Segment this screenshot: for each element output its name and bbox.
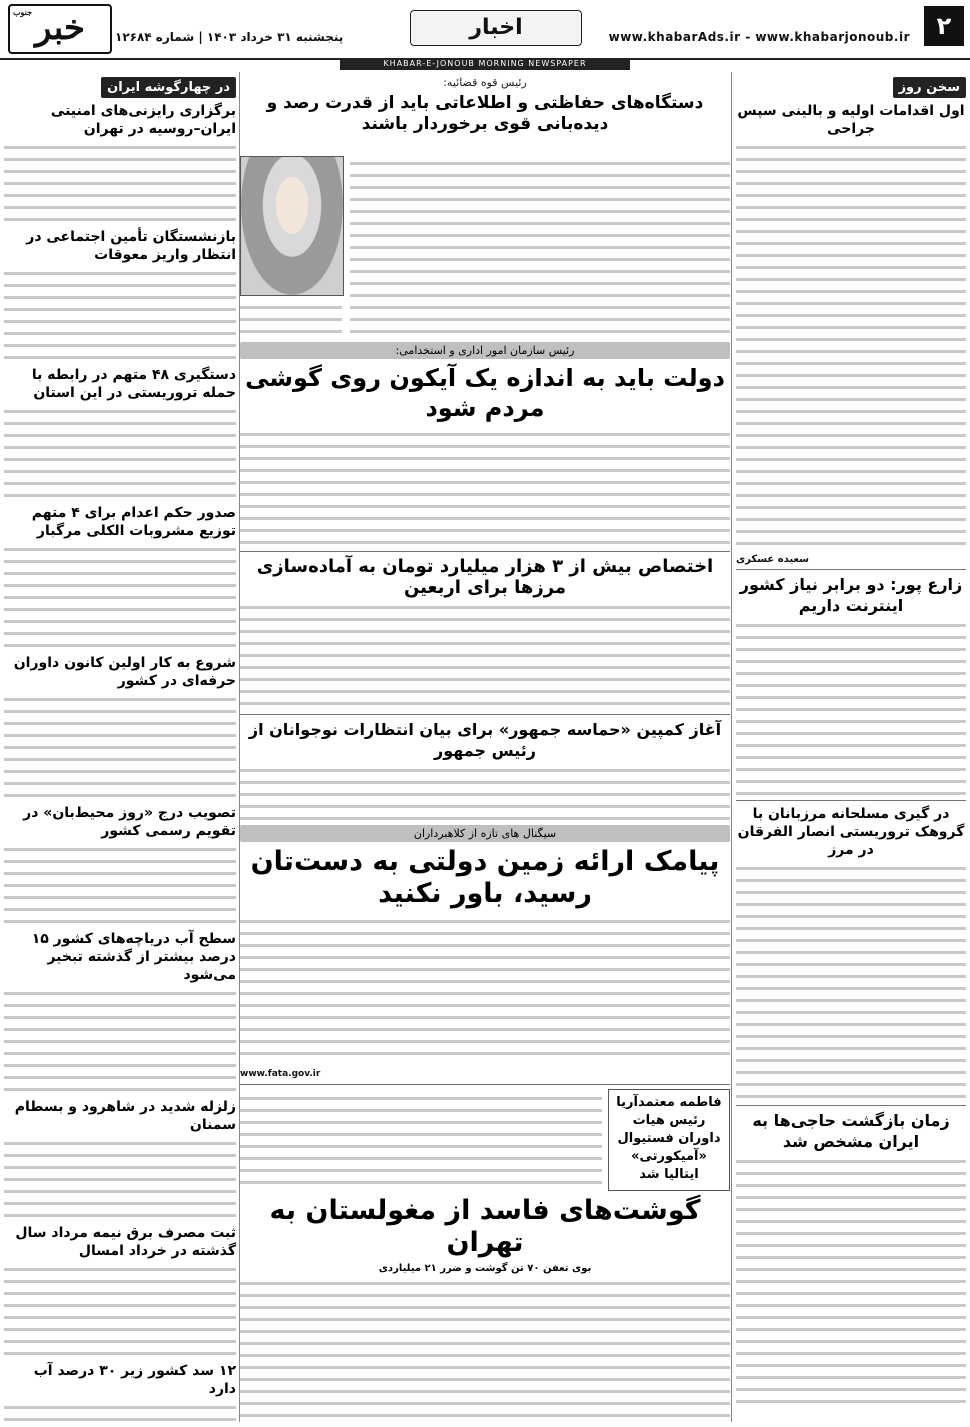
item-body	[4, 1400, 236, 1422]
item-body	[4, 986, 236, 1094]
provinces-box-title: در چهارگوشه ایران	[101, 77, 236, 98]
item-body	[4, 140, 236, 224]
headline-campaign: آغاز کمپین «حماسه جمهور» برای بیان انتظارات نوجوانان از رئیس جمهور	[248, 720, 722, 760]
lead-kicker: رئیس قوه قضائیه:	[443, 76, 527, 89]
section-title: اخبار	[410, 10, 582, 46]
page-number: ۲	[924, 6, 964, 46]
list-item	[4, 930, 236, 1094]
item-body	[4, 404, 236, 500]
story-body-internet	[736, 618, 966, 796]
item-title: بازنشستگان تأمین اجتماعی در انتظار واریز معوقات	[26, 229, 236, 263]
headline-government-icon: دولت باید به اندازه یک آیکون روی گوشی مردم شود	[245, 364, 725, 422]
item-title: دستگیری ۴۸ متهم در رابطه با حمله تروریستی در این استان	[31, 367, 236, 401]
editorial-box-title: سخن روز	[893, 77, 966, 98]
editorial-title: اول اقدامات اولیه و بالینی سپس جراحی	[737, 103, 965, 137]
item-title: ۱۲ سد کشور زیر ۳۰ درصد آب دارد	[33, 1363, 236, 1397]
body-government-icon	[240, 427, 730, 547]
item-title: ثبت مصرف برق نیمه مرداد سال گذشته در خرداد امسال	[15, 1225, 236, 1259]
item-body	[4, 1136, 236, 1220]
story-title-hajj: زمان بازگشت حاجی‌ها به ایران مشخص شد	[752, 1111, 950, 1151]
list-item	[4, 1224, 236, 1358]
logo-text: خبر	[34, 8, 86, 48]
subhead-mongolia-meat: بوی تعفن ۷۰ تن گوشت و ضرر ۲۱ میلیاردی	[378, 1263, 592, 1274]
editorial-body	[736, 140, 966, 550]
band-admin-org: رئیس سازمان امور اداری و استخدامی:	[240, 342, 730, 359]
list-item	[4, 654, 236, 800]
official-portrait-image	[240, 156, 344, 296]
item-title: شروع به کار اولین کانون داوران حرفه‌ای در کشور	[13, 655, 236, 689]
logo-small-text: جنوب	[13, 7, 33, 17]
list-item	[4, 102, 236, 224]
list-item	[4, 504, 236, 650]
headline-mongolia-meat: گوشت‌های فاسد از مغولستان به تهران	[269, 1195, 701, 1258]
interview-box-title: فاطمه معتمدآریا رئیس هیات داوران فستیوال «آمیکورتی» ایتالیا شد	[616, 1095, 722, 1182]
interview-box	[608, 1089, 730, 1191]
body-campaign	[240, 763, 730, 821]
item-body	[4, 266, 236, 362]
story-body-border-clash	[736, 861, 966, 1101]
item-body	[4, 692, 236, 800]
story-title-border-clash: در گیری مسلحانه مرزبانان با گروهک تروریستی انصار الفرقان در مرز	[737, 806, 965, 858]
list-item	[4, 228, 236, 362]
item-body	[4, 1262, 236, 1358]
editorial-author: سعیده عسکری	[736, 554, 809, 565]
body-scam-sms	[240, 914, 730, 1064]
masthead	[0, 0, 970, 60]
body-mongolia-meat	[240, 1276, 730, 1422]
photo-caption-lines	[240, 300, 342, 340]
item-body	[4, 542, 236, 650]
headline-scam-sms: پیامک ارائه زمین دولتی به دست‌تان رسید، باور نکنید	[250, 846, 720, 909]
item-body	[4, 842, 236, 926]
interview-body	[240, 1091, 602, 1187]
english-strap: KHABAR-E-JONOUB MORNING NEWSPAPER	[340, 58, 630, 70]
list-item	[4, 804, 236, 926]
item-title: تصویب درج «روز محیط‌بان» در تقویم رسمی کشور	[23, 805, 236, 839]
list-item	[4, 366, 236, 500]
lead-body	[350, 156, 730, 340]
headline-arbaeen-borders: اختصاص بیش از ۳ هزار میلیارد تومان به آماده‌سازی مرزها برای اربعین	[256, 556, 714, 598]
item-title: زلزله شدید در شاهرود و بسطام سمنان	[14, 1099, 236, 1133]
body-arbaeen-borders	[240, 600, 730, 710]
item-title: سطح آب دریاچه‌های کشور ۱۵ درصد بیشتر از گذشته تبخیر می‌شود	[31, 931, 236, 983]
list-item	[4, 1362, 236, 1422]
fata-link[interactable]: www.fata.gov.ir	[240, 1069, 321, 1079]
newspaper-logo	[8, 4, 112, 54]
dateline: پنجشنبه ۳۱ خرداد ۱۴۰۳ | شماره ۱۲۶۸۴	[115, 30, 344, 44]
provinces-news-list	[4, 102, 236, 1422]
lead-headline: دستگاه‌های حفاظتی و اطلاعاتی باید از قدرت رصد و دیده‌بانی قوی برخوردار باشند	[266, 93, 704, 134]
left-column	[4, 72, 240, 1422]
site-url[interactable]: www.khabarAds.ir - www.khabarjonoub.ir	[608, 30, 910, 44]
story-title-internet: زارع پور: دو برابر نیاز کشور اینترنت داریم	[739, 575, 963, 615]
story-body-hajj	[736, 1154, 966, 1404]
item-title: صدور حکم اعدام برای ۴ متهم توزیع مشروبات الکلی مرگبار	[31, 505, 236, 539]
list-item	[4, 1098, 236, 1220]
item-title: برگزاری رایزنی‌های امنیتی ایران–روسیه در تهران	[50, 103, 236, 137]
center-column	[240, 72, 730, 1422]
band-scam-signals: سیگنال های تازه از کلاهبرداران	[240, 825, 730, 842]
right-column	[731, 72, 966, 1422]
